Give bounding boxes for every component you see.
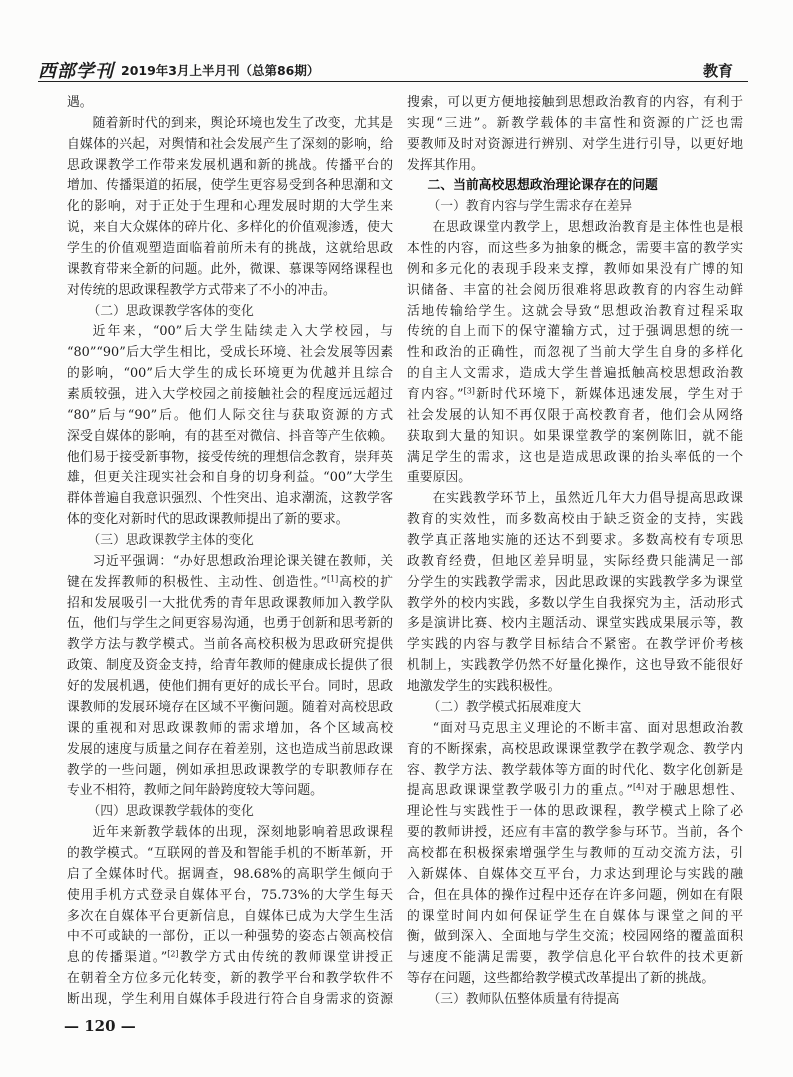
text-line: 课的重视和对思政课教师的需求增加，各个区域高校 [67, 720, 393, 736]
text-line: 入新媒体、自媒体交互平台，力求达到理论与实践的融 [407, 866, 743, 882]
citation-ref: [3] [463, 386, 475, 396]
header-rule [38, 81, 748, 82]
paragraph [67, 322, 393, 531]
section-heading: 二、当前高校思想政治理论课存在的问题 [427, 178, 658, 194]
text-line: 性和政治的正确性，而忽视了当前大学生自身的多样化 [407, 345, 743, 361]
text-line: 例和多元化的表现手段来支撑，教师如果没有广博的知 [407, 261, 743, 277]
text-segment: 教学方式由传统的教师课堂讲授正 [178, 950, 393, 966]
text-line: 等存在问题，这些都给教学模式改革提出了新的挑战。 [407, 971, 715, 987]
text-line: 好的发展机遇，使他们拥有更好的成长平台。同时，思政 [67, 679, 393, 695]
text-line: 获取到大量的知识。如果课堂教学的案例陈旧，就不能 [407, 428, 743, 444]
text-line: 衡，做到深入、全面地与学生交流；校园网络的覆盖面积 [407, 929, 743, 945]
text-line: 地激发学生的实践积极性。 [407, 679, 561, 695]
section-label: 教育 [703, 62, 734, 80]
text-line: 化的影响，对于正处于生理和心理发展时期的大学生来 [67, 199, 393, 215]
text-line: “面对马克思主义理论的不断丰富、面对思想政治教 [432, 720, 743, 736]
text-segment: 息的传播渠道。” [67, 950, 168, 966]
citation-ref: [1] [327, 574, 339, 584]
text-line [407, 781, 743, 802]
subsection-heading: （一）教育内容与学生需求存在差异 [427, 199, 633, 215]
text-line: 课教师的发展环境存在区域不平衡问题。随着对高校思政 [67, 699, 393, 715]
text-segment: 高校的扩 [338, 574, 393, 590]
section-heading: （三）思政课教学主体的变化 [87, 533, 254, 549]
text-line: 教学外的校内实践，多数以学生自我探究为主，活动形式 [407, 595, 743, 611]
text-line: 教学的一些问题，例如承担思政课教学的专职教师存在 [67, 762, 393, 778]
paragraph [67, 93, 393, 114]
text-line: 深受自媒体的影响，有的甚至对微信、抖音等产生依赖。 [67, 428, 393, 444]
text-line: 社会发展的认知不再仅限于高校教育者，他们会从网络 [407, 407, 743, 423]
citation-ref: [4] [632, 783, 645, 792]
text-line: 重要原因。 [407, 470, 471, 486]
subsection-heading: （三）教师队伍整体质量有待提高 [427, 991, 620, 1007]
paragraph [407, 218, 743, 489]
text-line: 搜索，可以更方便地接触到思想政治教育的内容，有利于 [407, 95, 743, 110]
text-line: 要的教师讲授，还应有丰富的教学参与环节。当前，各个 [407, 825, 743, 841]
text-line: 学实践的内容与教学目标结合不紧密。在教学评价考核 [407, 637, 743, 653]
text-line: 他们易于接受新事物，接受传统的理想信念教育，崇拜英 [67, 449, 393, 465]
text-line: 识储备、丰富的社会阅历很难将思政教育的内容生动鲜 [407, 282, 743, 298]
text-line: 招和发展吸引一大批优秀的青年思政课教师加入教学队 [67, 595, 393, 611]
text-line: 群体普遍自我意识强烈、个性突出、追求潮流，这教学客 [67, 491, 393, 507]
paragraph [67, 823, 393, 1011]
journal-logo: 西部学刊 [38, 61, 114, 82]
text-line: 机制上，实践教学仍然不好量化操作，这也导致不能很好 [407, 658, 743, 674]
text-line: “80”后与“90”后。他们人际交往与获取资源的方式 [67, 407, 393, 423]
text-line: 政教育经费，但地区差异明显，实际经费只能满足一部 [407, 553, 743, 569]
text-line [67, 573, 393, 594]
text-line: 发挥其作用。 [407, 157, 484, 173]
text-segment: 新时代环境下，新媒体迅速发展，学生对于 [474, 387, 743, 403]
text-line: 思政课教学工作带来发展机遇和新的挑战。传播平台的 [67, 157, 393, 173]
text-line: 素质较强，进入大学校园之前接触社会的程度远远超过 [67, 387, 393, 403]
text-segment: 育内容。” [407, 387, 464, 403]
text-line: 启了全媒体时代。据调查，98.68%的高职学生倾向于 [67, 866, 393, 882]
text-line: 多是演讲比赛、校内主题活动、课堂实践成果展示等，教 [407, 616, 743, 632]
text-line: 课教育带来全新的问题。此外，微课、慕课等网络课程也 [67, 261, 393, 277]
text-line: 满足学生的需求，这也是造成思政课的抬头率低的一个 [407, 449, 743, 465]
page-number: — 120 — [64, 1017, 136, 1035]
text-line: 活地传输给学生。这就会导致“思想政治教育过程采取 [407, 303, 743, 319]
paragraph [67, 552, 393, 802]
text-line: 与速度不能满足需要，教学信息化平台软件的技术更新 [407, 950, 743, 966]
text-line: 合，但在具体的操作过程中还存在许多问题，例如在有限 [407, 887, 743, 903]
text-line [67, 948, 393, 969]
text-line: 分学生的实践教学需求，因此思政课的实践教学多为课堂 [407, 574, 743, 590]
text-line: 增加、传播渠道的拓展，使学生更容易受到各种思潮和文 [67, 178, 393, 194]
text-segment: 提高思政课课堂教学吸引力的重点。” [407, 783, 633, 799]
text-line: 使用手机方式登录自媒体平台，75.73%的大学生每天 [67, 887, 393, 903]
text-line: 教学方法与教学模式。当前各高校积极为思政研究提供 [67, 637, 393, 653]
section-heading: （二）思政课教学客体的变化 [87, 303, 254, 319]
text-segment: 键在发挥教师的积极性、主动性、创造性。” [67, 574, 328, 590]
text-line: 本性的内容，而这些多为抽象的概念，需要丰富的教学实 [407, 241, 743, 257]
text-line: 多次在自媒体平台更新信息，自媒体已成为大学生生活 [67, 908, 393, 924]
text-line: 教学真正落地实施的还达不到要求。多数高校有专项思 [407, 533, 743, 549]
text-line: 在实践教学环节上，虽然近几年大力倡导提高思政课 [432, 491, 743, 507]
text-line: 实现“三进”。新教学载体的丰富性和资源的广泛也需 [407, 115, 743, 131]
text-line: 的自主人文需求，造成大学生普遍抵触高校思想政治教 [407, 366, 743, 382]
text-line [407, 385, 743, 406]
text-line: 要教师及时对资源进行辨别、对学生进行引导，以更好地 [407, 136, 743, 152]
section-heading: （四）思政课教学载体的变化 [87, 804, 254, 820]
paragraph [407, 93, 743, 176]
paragraph [67, 114, 393, 302]
text-line: 的影响，“00”后大学生的成长环境更为优越并且综合 [67, 366, 393, 382]
text-line: 遇。 [67, 95, 93, 110]
text-line: 教育的实效性，而多数高校由于缺乏资金的支持，实践 [407, 512, 743, 528]
text-line: 伍，他们与学生之间更容易沟通，也勇于创新和思考新的 [67, 616, 393, 632]
text-line: 在思政课堂内教学上，思想政治教育是主体性也是根 [432, 220, 743, 236]
text-line: 育的不断探索，高校思政课课堂教学在教学观念、教学内 [407, 741, 743, 757]
text-line: 容、教学方法、教学载体等方面的时代化、数字化创新是 [407, 762, 743, 778]
text-line: 的教学模式。“互联网的普及和智能手机的不断革新，开 [67, 845, 393, 861]
text-line: 高校都在积极探索增强学生与教师的互动交流方法，引 [407, 845, 743, 861]
text-line: 随着新时代的到来，舆论环境也发生了改变，尤其是 [92, 115, 393, 131]
text-line: 在朝着全方位多元化转变，新的教学平台和教学软件不 [67, 971, 393, 987]
text-line: 传统的自上而下的保守灌输方式，过于强调思想的统一 [407, 324, 743, 340]
text-line: 的课堂时间内如何保证学生在自媒体与课堂之间的平 [407, 908, 743, 924]
text-line: 雄，但更关注现实社会和自身的切身利益。“00”大学生 [67, 470, 393, 486]
paragraph [407, 489, 743, 698]
issue-info: 2019年3月上半月刊（总第86期） [121, 63, 320, 78]
text-line: 专业不相符，教师之间年龄跨度较大等问题。 [67, 783, 323, 799]
text-line: 说，来自大众媒体的碎片化、多样化的价值观渗透，使大 [67, 220, 393, 236]
right-column [407, 93, 743, 1011]
text-line: “80”“90”后大学生相比，受成长环境、社会发展等因素 [67, 345, 393, 361]
text-line: 理论性与实践性于一体的思政课程，教学模式上除了必 [407, 804, 743, 820]
text-line: 习近平强调：“办好思想政治理论课关键在教师，关 [92, 553, 393, 569]
text-line: 近年来，“00”后大学生陆续走入大学校园，与 [92, 324, 393, 340]
text-line: 体的变化对新时代的思政课教师提出了新的要求。 [67, 512, 349, 528]
subsection-heading: （二）教学模式拓展难度大 [427, 699, 582, 715]
text-line: 自媒体的兴起，对舆情和社会发展产生了深刻的影响，给 [67, 136, 393, 152]
citation-ref: [2] [167, 949, 179, 959]
text-line: 近年来新教学载体的出现，深刻地影响着思政课程 [92, 825, 393, 841]
text-line: 政策、制度及资金支持，给青年教师的健康成长提供了很 [67, 658, 393, 674]
text-segment: 对于融思想性、 [644, 783, 743, 799]
text-line: 断出现，学生利用自媒体手段进行符合自身需求的资源 [67, 991, 393, 1007]
text-line: 中不可或缺的一部份，正以一种强势的姿态占领高校信 [67, 929, 393, 945]
text-line: 发展的速度与质量之间存在着差别，这也造成当前思政课 [67, 741, 393, 757]
text-line: 对传统的思政课程教学方式带来了不小的冲击。 [67, 282, 336, 298]
left-column [67, 93, 393, 1011]
paragraph [407, 719, 743, 990]
text-line: 学生的价值观塑造面临着前所未有的挑战，这就给思政 [67, 241, 393, 257]
